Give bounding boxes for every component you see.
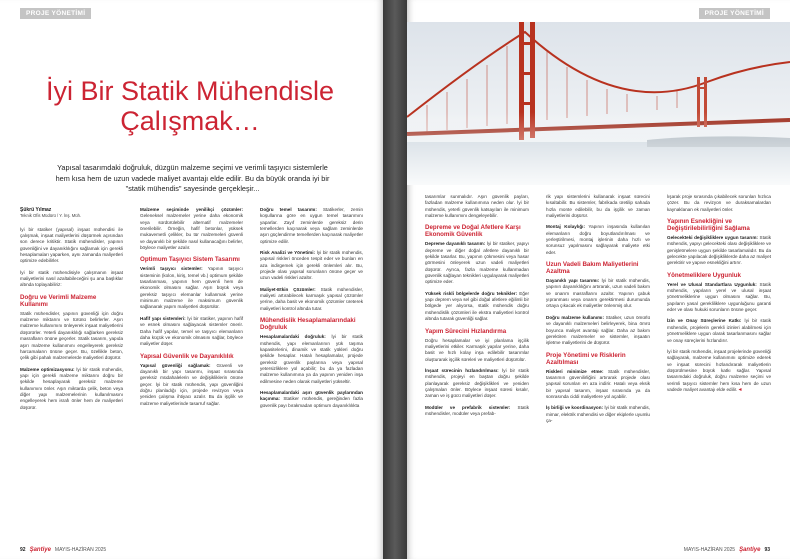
spread-gutter <box>383 0 407 559</box>
issue-date: MAYIS-HAZİRAN 2025 <box>683 547 736 553</box>
paragraph <box>546 405 650 424</box>
paragraph-text: Yapının taşıyıcı sisteminin (kolon, kiriş, temel vb.) optimum şekilde tasarlanması, yapının hem güvenli hem de ekonomik olmasını sağlar. Aşırı büyük veya gereksiz taşıyıcı elemanlar kullanmak yerine minimum malzeme ile maksimum güvenlik sağlanarak yapım maliyetleri düşürülür. <box>140 266 243 310</box>
paragraph <box>140 266 243 310</box>
end-mark-icon: ◂ <box>738 386 742 393</box>
subheading: Mühendislik Hesaplamalarındaki Doğruluk <box>260 317 356 332</box>
bold-lead: Yüksek riskli bölgelerde doğru teknikler: <box>425 290 518 296</box>
bold-lead: Gelecekteki değişikliklere uygun tasarım: <box>667 235 758 241</box>
paragraph <box>667 235 771 267</box>
right-column-1 <box>425 194 529 422</box>
subheading: Uzun Vadeli Bakım Maliyetlerini Azaltma <box>546 261 639 276</box>
paragraph <box>425 241 529 285</box>
paragraph-text: Statik mühendisler, maliyeti artırabilecek karmaşık yapısal çözümler yerine, daha basit ve ekonomik çözümler üreterek maliyetleri kontrol altında tutar. <box>260 286 363 311</box>
bold-lead: Verimli taşıyıcı sistemler: <box>140 266 203 272</box>
paragraph-text: Statikerler, zemin koşullarına göre en uygun temel tasarımını yaparlar. Zayıf zeminlerde gereksiz derin temellerden kaçınarak veya sağlam zeminlerde aşırı güçlendirme temellerden kaçınarak maliyetler optimize edilir. <box>260 207 363 244</box>
magazine-logo: Şantiye <box>29 547 51 553</box>
paragraph-text: Statik mühendisler, tasarımın güvenilirliğini artırarak projede olası yapısal sorunları en aza indirir. Hatalı veya eksik bir yapısal tasarım, inşaat sırasında ya da sonrasında ciddi maliyetlere yol açabilir. <box>546 368 651 399</box>
paragraph <box>140 316 243 348</box>
page-footer <box>684 547 770 553</box>
paragraph <box>260 334 363 385</box>
paragraph-text: İyi bir statik mühendis, yapısal riskleri önceden tespit eder ve bunları en aza indirgemek için gerekli önlemleri alır. Bu, projede olası yapısal sorunların önüne geçer ve uzun vadeli riskleri azaltır. <box>260 250 364 281</box>
paragraph-text: Eğer yapı deprem veya sel gibi doğal afetlere eğilimli bir bölgede yer alıyorsa, statik mühendis doğru mühendislik çözümleri ile ekstra maliyetleri kontrol altında tutarak güvenliği sağlar. <box>425 290 530 322</box>
paragraph: Statik mühendisler, yapının güvenliği için doğru malzeme miktarını ve türünü belirlerler. Aşırı malzeme kullanımını önleyerek inşaat maliyetlerini düşürürler. Yeterli dayanıklılığı sağlarken gereksiz masrafların önüne geçerler. Statik tasarım, yapıda aşırı malzeme kullanımını engelleyerek gereksiz harcamaların önüne geçer. Bu, özellikle beton, çelik gibi pahalı malzemelerde maliyetleri düşürür. <box>20 310 123 361</box>
bold-lead: Dayanıklı yapı tasarımı: <box>546 278 600 284</box>
subheading: Depreme ve Doğal Afetlere Karşı Ekonomik Güvenlik <box>425 224 521 239</box>
bold-lead: Yerel ve Ulusal Standartlara Uygunluk: <box>667 281 757 287</box>
bold-lead: Risk Analizi ve Yönetimi: <box>260 250 316 256</box>
paragraph: lışarak proje sırasında çıkabilecek sorunları hızlıca çözer. Bu da revizyon ve duraksamalardan kaynaklanan ek maliyetleri önler. <box>667 194 771 212</box>
paragraph <box>140 207 243 251</box>
paragraph <box>667 349 771 393</box>
left-column-1 <box>20 207 123 416</box>
author-name: Şükrü Yılmaz <box>20 207 52 213</box>
paragraph <box>260 207 363 245</box>
paragraph <box>425 291 529 323</box>
paragraph-text: İyi bir statiker, yapıyı depreme ve diğer doğal afetlere dayanıklı bir şekilde tasarlar. Bu, yapının çökmesini veya hasar görmesini önleyerek uzun vadeli maliyetleri düşürür. Ayrıca, fazla malzeme kullanmadan güvenlik sağlayan teknikleri uygulayarak maliyetleri optimize eder. <box>425 241 530 285</box>
bold-lead: Malzeme seçiminde yenilikçi çözümler: <box>140 207 243 212</box>
bold-lead: Doğru temel tasarımı: <box>260 207 317 212</box>
paragraph-text: İyi bir statik mühendis, yapı elemanlarının yük taşıma kapasitelerini, dinamik ve statik yükleri doğru şekilde hesaplar. Hatalı hesaplamalar, projede gereksiz güvenlik paylarına veya yapısal yetersizliklere yol açabilir; bu da ya fazladan malzeme kullanımına ya da yapının yeniden inşa edilmesine neden olarak maliyetleri yükseltir. <box>260 334 363 384</box>
paragraph <box>260 287 363 312</box>
bold-lead: Hesaplamalardaki doğruluk: <box>260 334 326 340</box>
left-column-3 <box>260 207 363 414</box>
paragraph <box>140 363 243 407</box>
paragraph-text: İyi bir statik mühendis, yapı için gerekli malzeme miktarını doğru bir şekilde hesaplayarak gereksiz malzeme kullanımını önler. Aşırı miktarda çelik, beton veya diğer yapı malzemelerinin kullanılmasını engelleyerek hem israfı önler hem de maliyetleri düşürür. <box>20 366 123 410</box>
bold-lead: Yapısal güvenliği sağlamak: <box>140 362 211 368</box>
bridge-illustration <box>407 22 790 185</box>
paragraph: rik yapı sistemlerini kullanarak inşaat sürecini kısaltabilir. Bu sistemler, fabrikada üretilip sahada hızla monte edilebilir, bu da işçilik ve zaman maliyetlerini düşürür. <box>546 194 650 219</box>
bold-lead: Doğru malzeme kullanımı: <box>546 314 604 320</box>
page-footer <box>20 547 106 553</box>
paragraph-text: Statik mühendis, yapıyı gelecekteki olası değişikliklere ve genişletmelere uygun şekilde tasarlamalıdır. Bu da gelecekte yapılacak değişikliklerde daha az maliyet gerektirir ve yapıve esnekliğini artırır. <box>667 235 771 266</box>
section-label: PROJE YÖNETİMİ <box>699 8 770 19</box>
subheading: Yapının Esnekliğini ve Değiştirilebilirliğini Sağlama <box>667 218 750 233</box>
bold-lead: Riskleri minimize etme: <box>546 368 604 374</box>
bold-lead: İş birliği ve koordinasyon: <box>546 405 604 411</box>
left-page <box>0 0 383 559</box>
paragraph <box>425 405 529 418</box>
paragraph: İyi bir statik mühendisiyle çalışmanın inşaat maliyetlerini nasıl azaltabileceğini şu ana başlıklar altında toplayabiliriz: <box>20 269 123 288</box>
paragraph <box>546 369 650 401</box>
magazine-logo: Şantiye <box>739 547 761 553</box>
left-column-2 <box>140 207 243 412</box>
paragraph <box>425 368 529 400</box>
bold-lead: İzin ve Onay Süreçlerine Katkı: <box>667 318 742 324</box>
subheading: Doğru ve Verimli Malzeme Kullanımı <box>20 293 97 308</box>
paragraph-text: Yapının inşasında kullanılan elemanların doğru boyutlandırılması ve yerleştirilmesi, montaj işlerinin daha hızlı ve sorunsuz yapılmasını sağlayarak maliyete etki eder. <box>546 224 651 255</box>
paragraph-text: İyi bir statiker, yapının hafif ve esnek olmasını sağlayacak sistemler önerir. Daha hafif yapılar, temel ve taşıyıcı elemanların daha küçük ve ekonomik olmasını sağlar, böylece maliyetler düşer. <box>140 315 244 347</box>
bold-lead: Montaj Kolaylığı: <box>546 224 585 230</box>
bold-lead: Modüler ve prefabrik sistemler: <box>425 404 511 410</box>
bold-lead: Maliyet-Etkin Çözümler: <box>260 286 316 292</box>
paragraph-text: Statiker, uzun ömürlü ve dayanıklı malzemeleri belirleyerek, bina ömrü boyunca maliyet avantajı sağlar. Daha az bakım gerektiren malzemeler ve sistemler, inşaatın işletme maliyetlerini de düşürür. <box>546 314 650 346</box>
paragraph-text: İyi bir statik mühendis, projeyi en baştan doğru şekilde planlayarak gereksiz değişiklikleri ve yeniden çalışmaları önler. Böylece inşaat süresi kısalır, zaman ve iş gücü maliyetleri düşer. <box>425 367 530 399</box>
subheading: Optimum Taşıyıcı Sistem Tasarımı <box>140 256 240 264</box>
subheading: Proje Yönetimi ve Risklerin Azaltılması <box>546 351 626 366</box>
issue-date: MAYIS-HAZİRAN 2025 <box>54 547 107 553</box>
golden-gate-bridge-photo <box>407 22 790 185</box>
paragraph <box>260 250 363 282</box>
paragraph-text: Statik mühendis, yapıların yerel ve ulusal inşaat yönetmeliklerine uygun olmasını sağlar. Bu, yapıların yasal gerekliliklere uygunluğunu garanti eder ve olası hukuki sorunların önüne geçer. <box>667 281 771 313</box>
bold-lead: Hesaplamalardaki aşırı güvenlik paylarından kaçınma: <box>260 389 363 402</box>
subheading: Yapısal Güvenlik ve Dayanıklılık <box>140 352 234 360</box>
page-number: 93 <box>764 547 770 553</box>
bold-lead: Hafif yapı sistemleri: <box>140 315 186 321</box>
paragraph <box>667 318 771 343</box>
paragraph-text: Geleneksel malzemeler yerine daha ekonomik veya sürdürülebilir alternatif malzemeler önerilebilir. Örneğin, hafif betonlar, yüksek mukavemetli çelikler, bu tür malzemeleri güvenli ve dayanıklı bir şekilde nasıl kullanacağını belirler, böylece maliyetler azalır. <box>140 213 243 251</box>
paragraph-text: Güvenli ve dayanıklı bir yapı tasarımı, inşaat sırasında gereksiz müdahalelerin ve değişikliklerin önüne geçer. İyi bir statik mühendis, yapı güvenliğini doğru planladığı için, projede revizyon veya yeniden çalışma ihtiyacı azalır. Bu da işçilik ve malzeme maliyetlerinde tasarruf sağlar. <box>140 362 243 406</box>
section-label: PROJE YÖNETİMİ <box>20 8 91 19</box>
paragraph <box>546 315 650 347</box>
paragraph <box>546 278 650 310</box>
right-page <box>407 0 790 559</box>
bold-lead: Malzeme optimizasyonu: <box>20 366 75 372</box>
subheading: Yönetmeliklere Uygunluk <box>667 271 741 279</box>
paragraph <box>667 282 771 314</box>
paragraph <box>260 390 363 409</box>
subheading: Yapım Sürecini Hızlandırma <box>425 327 507 335</box>
author-title: Teknik Ofis Müdürü / Y. İnş. Müh. <box>20 213 82 219</box>
paragraph-text: İyi bir statik mühendis, projelerin gerekli izinleri alabilmesi için yönetmeliklere uygun olarak tasarlanmasını sağlar ve onay süreçlerini hızlandırır. <box>667 318 771 343</box>
paragraph <box>546 224 650 256</box>
paragraph-text: İyi bir statik mühendis, inşaat projelerinde güvenliği sağlayarak, malzeme kullanımını optimize ederek ve inşaat sürecini hızlandırarak maliyetlerin düşürülmesine büyük katkı sağlar. Yapısal tasarımdaki doğruluk, doğru malzeme seçimi ve verimli taşıyıcı sistemler hem kısa hem de uzun vadede maliyet avantajı elde edilir. <box>667 348 771 392</box>
paragraph <box>20 367 123 411</box>
page-number: 92 <box>20 547 26 553</box>
paragraph: İyi bir statiker (yapısal) inşaat mühendisi ile çalışmak, inşaat maliyetlerini düşürmek açısından son derece kritiktir. Statik mühendisler, yapının güvenliğini ve dayanıklılığını sağlamak için gerekli hesaplamaları yaparken, aynı zamanda maliyetleri optimize edebilirler. <box>20 226 123 264</box>
right-column-3 <box>667 194 771 398</box>
article-title: İyi Bir Statik Mühendisle Çalışmak… <box>45 76 335 136</box>
paragraph-text: Statiker mühendis, gereğinden fazla güvenlik payı bırakmadan optimum dayanıklılıkta <box>260 396 363 408</box>
paragraph-text: Statik mühendisler, modüler veya prefab- <box>425 404 529 416</box>
bold-lead: İnşaat sürecinin hızlandırılması: <box>425 367 499 373</box>
paragraph-text: İyi bir statik mühendis, mimar, elektrik mühendisi ve diğer ekiplerle uyumlu ça- <box>546 405 650 423</box>
paragraph-text: İyi bir statik mühendis, yapının dayanıklılığını artırarak, uzun vadeli bakım ve onarım masraflarını azaltır. Yapının çabuk yıpranması veya onarım gerektirmesi durumunda ortaya çıkacak ek maliyetler önlenmiş olur. <box>546 278 650 309</box>
right-column-2 <box>546 194 650 429</box>
paragraph: Doğru hesaplamalar ve iyi planlama işçilik maliyetlerini etkiler. Karmaşık yapılar yerine, daha basit ve hızlı kolay inşa edilebilir tasarımlar oluşturarak işçilik süreleri ve maliyetleri düşürülür. <box>425 337 529 362</box>
bold-lead: Depreme dayanıklı tasarım: <box>425 241 486 247</box>
article-lead: Yapısal tasarımdaki doğruluk, düzgün malzeme seçimi ve verimli taşıyıcı sistemlerle hem kısa hem de uzun vadede maliyet avantajı elde edilir. Bu da büyük oranda iyi bir "statik mühendis" sayesinde gerçekleşir... <box>55 163 330 194</box>
paragraph: tasarımlar sunmalıdır. Aşırı güvenlik payları, fazladan malzeme kullanımına neden olur. İyi bir mühendis, yeterli güvenlik katsayıları ile minimum malzeme kullanımını dengeleyebilir. <box>425 194 529 219</box>
